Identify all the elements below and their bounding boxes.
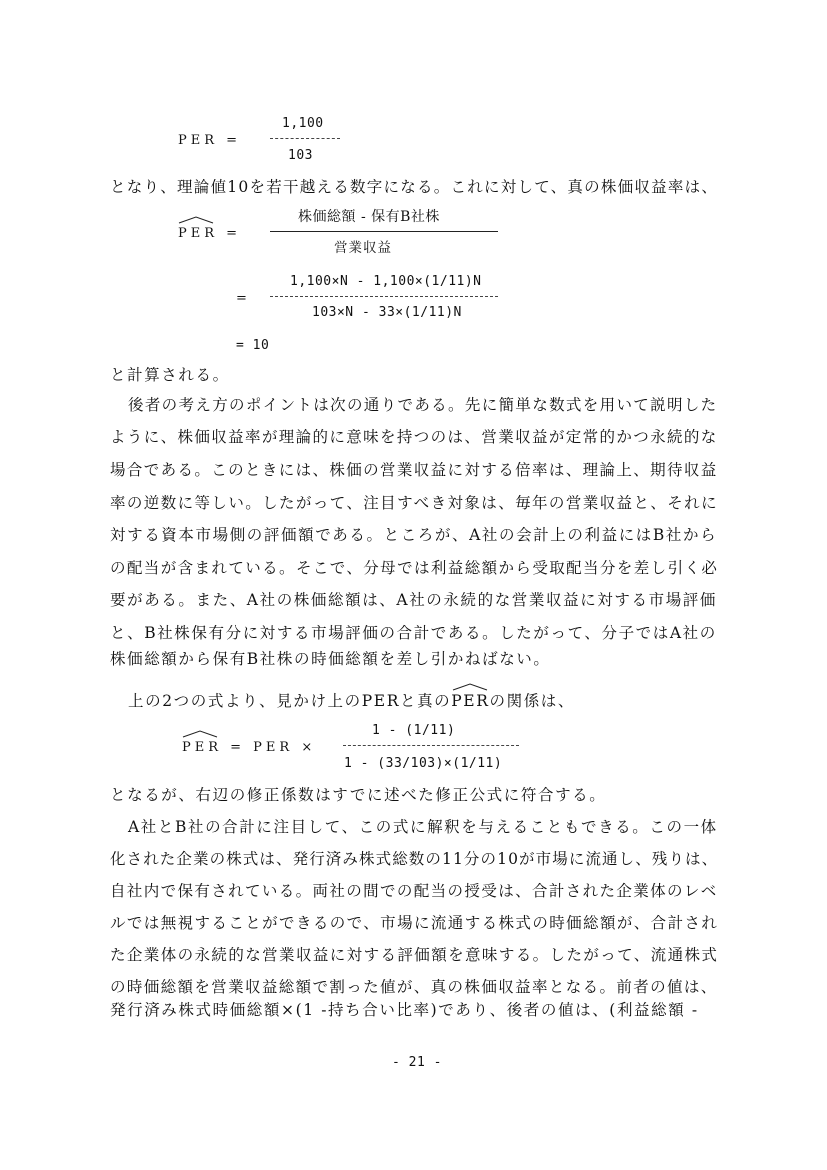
eq3-fraction-bar bbox=[343, 745, 519, 746]
eq3-denominator: 1 - (33/103)×(1/11) bbox=[344, 756, 503, 771]
eq1-numerator: 1,100 bbox=[282, 116, 324, 131]
paragraph-2-line: ルでは無視することができるので、市場に流通する株式の時価総額が、合計され bbox=[110, 914, 719, 932]
paragraph-2-line: 発行済み株式時価総額×(1 -持ち合い比率)であり、後者の値は、(利益総額 - bbox=[110, 1001, 699, 1019]
eq2-numerator-2: 1,100×N - 1,100×(1/11)N bbox=[290, 274, 482, 289]
hat-accent-icon bbox=[452, 683, 488, 691]
eq2-denominator-2: 103×N - 33×(1/11)N bbox=[312, 305, 462, 320]
paragraph-2-line: 化された企業の株式は、発行済み株式総数の11分の10が市場に流通し、残りは、 bbox=[110, 850, 719, 868]
eq2-denominator: 営業収益 bbox=[334, 240, 392, 256]
hatted-per bbox=[451, 692, 489, 710]
text-line-1: となり、理論値10を若干越える数字になる。これに対して、真の株価収益率は、 bbox=[110, 178, 719, 196]
eq1-denominator: 103 bbox=[288, 148, 313, 163]
paragraph-1-line: 後者の考え方のポイントは次の通りである。先に簡単な数式を用いて説明した bbox=[128, 396, 718, 414]
paragraph-1-line: 率の逆数に等しい。したがって、注目すべき対象は、毎年の営業収益と、それに bbox=[110, 494, 718, 512]
paragraph-1-line: 株価総額から保有B社株の時価総額を差し引かねばない。 bbox=[110, 650, 551, 668]
text-line-3-before: 上の2つの式より、見かけ上のPERと真の bbox=[128, 692, 452, 710]
eq2-lhs: PER = bbox=[178, 226, 242, 241]
paragraph-1-line: ように、株価収益率が理論的に意味を持つのは、営業収益が定常的かつ永続的な bbox=[110, 428, 718, 446]
hat-accent-icon bbox=[182, 730, 218, 738]
text-line-3-after: の関係は、 bbox=[489, 692, 576, 710]
eq1-fraction-bar bbox=[270, 138, 340, 139]
eq2-fraction-bar bbox=[270, 231, 498, 232]
paragraph-2-line: た企業体の永続的な営業収益に対する評価額を意味する。したがって、流通株式 bbox=[110, 946, 719, 964]
paragraph-1-line: 場合である。このときには、株価の営業収益に対する倍率は、理論上、期待収益 bbox=[110, 461, 718, 479]
paragraph-2-line: 自社内で保有されている。両社の間での配当の授受は、合計された企業体のレベ bbox=[110, 882, 718, 900]
text-line-4: となるが、右辺の修正係数はすでに述べた修正公式に符合する。 bbox=[110, 786, 607, 804]
text-line-2: と計算される。 bbox=[110, 366, 230, 384]
eq2-numerator: 株価総額 - 保有B社株 bbox=[298, 209, 440, 225]
paragraph-2-line: の時価総額を営業収益総額で割った値が、真の株価収益率となる。前者の値は、 bbox=[110, 978, 718, 996]
eq3-lhs: PER = PER × bbox=[182, 740, 317, 755]
eq3-numerator: 1 - (1/11) bbox=[372, 723, 456, 738]
hatted-per-text: PER bbox=[451, 692, 490, 710]
paragraph-2-line: A社とB社の合計に注目して、この式に解釈を与えることもできる。この一体 bbox=[128, 818, 718, 836]
paragraph-1-line: 対する資本市場側の評価額である。ところが、A社の会計上の利益にはB社から bbox=[110, 526, 718, 544]
paragraph-1-line: 要がある。また、A社の株価総額は、A社の永続的な営業収益に対する市場評価 bbox=[110, 591, 717, 609]
eq2-result: = 10 bbox=[236, 338, 270, 353]
eq2-fraction-bar-2 bbox=[270, 296, 498, 297]
eq2-equals: = bbox=[236, 291, 251, 306]
paragraph-1-line: の配当が含まれている。そこで、分母では利益総額から受取配当分を差し引く必 bbox=[110, 559, 719, 577]
text-line-3 bbox=[128, 694, 575, 710]
page-number: - 21 - bbox=[392, 1055, 442, 1070]
paragraph-1-line: と、B社株保有分に対する市場評価の合計である。したがって、分子ではA社の bbox=[110, 624, 717, 642]
hat-accent-icon bbox=[178, 216, 214, 224]
eq1-lhs: PER = bbox=[178, 133, 242, 148]
